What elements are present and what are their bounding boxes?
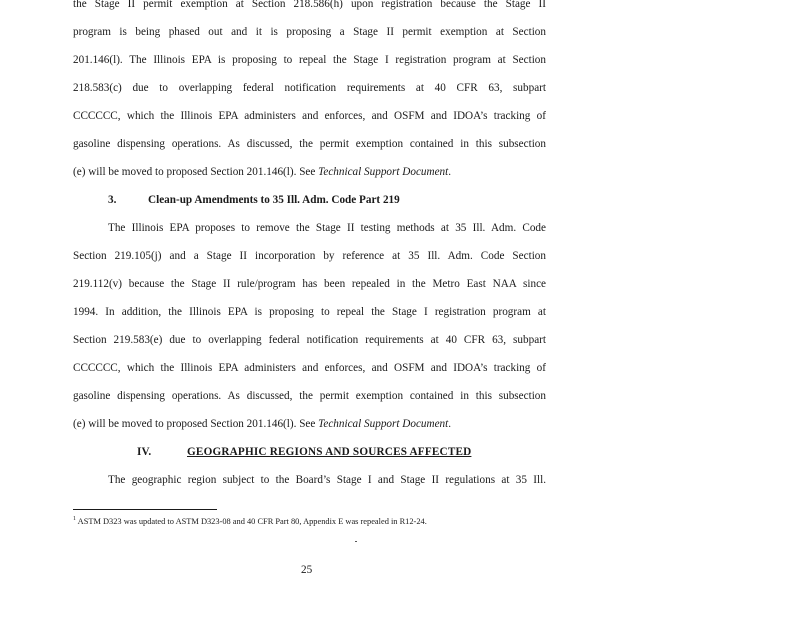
- subheading-title: Clean-up Amendments to 35 Ill. Adm. Code Part 219: [148, 194, 400, 206]
- paragraph-2-line: gasoline dispensing operations. As discussed, the permit exemption contained in this subsection: [73, 390, 546, 402]
- final-line-period: .: [448, 418, 452, 430]
- scan-speck: [355, 541, 357, 542]
- paragraph-2-line: CCCCCC, which the Illinois EPA administers and enforces, and OSFM and IDOA’s tracking of: [73, 362, 546, 374]
- paragraph-2-line: Section 219.583(e) due to overlapping federal notification requirements at 40 CFR 63, subpart: [73, 334, 546, 346]
- final-line-text: (e) will be moved to proposed Section 201.146(l). See: [73, 418, 319, 430]
- paragraph-2-line: The Illinois EPA proposes to remove the Stage II testing methods at 35 Ill. Adm. Code: [108, 222, 546, 234]
- paragraph-1-line: gasoline dispensing operations. As discussed, the permit exemption contained in this subsection: [73, 138, 546, 150]
- footnote-divider: [73, 509, 217, 510]
- footnote-marker: 1: [73, 516, 76, 523]
- paragraph-3-line: The geographic region subject to the Board’s Stage I and Stage II regulations at 35 Ill.: [108, 474, 546, 486]
- paragraph-1-line: the Stage II permit exemption at Section 218.586(h) upon registration because the Stage II: [73, 0, 546, 10]
- footnote: [73, 516, 427, 527]
- paragraph-1-line: 201.146(l). The Illinois EPA is proposing to repeal the Stage I registration program at Section: [73, 54, 546, 66]
- paragraph-1-line: 218.583(c) due to overlapping federal notification requirements at 40 CFR 63, subpart: [73, 82, 546, 94]
- section-title: GEOGRAPHIC REGIONS AND SOURCES AFFECTED: [187, 446, 472, 458]
- paragraph-1-line: program is being phased out and it is proposing a Stage II permit exemption at Section: [73, 26, 546, 38]
- final-line-period: .: [448, 166, 452, 178]
- paragraph-2-final-line: [73, 417, 546, 431]
- paragraph-1-final-line: [73, 165, 546, 179]
- paragraph-1-line: CCCCCC, which the Illinois EPA administers and enforces, and OSFM and IDOA’s tracking of: [73, 110, 546, 122]
- footnote-text: ASTM D323 was updated to ASTM D323-08 and 40 CFR Part 80, Appendix E was repealed in R12-24.: [77, 517, 427, 526]
- page-number: 25: [301, 564, 313, 576]
- subheading: [108, 193, 400, 207]
- technical-support-document-reference: Technical Support Document: [318, 418, 449, 430]
- section-heading: [137, 445, 471, 459]
- subheading-number: 3.: [108, 194, 117, 206]
- technical-support-document-reference: Technical Support Document: [318, 166, 449, 178]
- final-line-text: (e) will be moved to proposed Section 201.146(l). See: [73, 166, 319, 178]
- section-number: IV.: [137, 446, 152, 458]
- paragraph-2-line: 1994. In addition, the Illinois EPA is proposing to repeal the Stage I registration program at: [73, 306, 546, 318]
- paragraph-2-line: Section 219.105(j) and a Stage II incorporation by reference at 35 Ill. Adm. Code Section: [73, 250, 546, 262]
- paragraph-2-line: 219.112(v) because the Stage II rule/program has been repealed in the Metro East NAA since: [73, 278, 546, 290]
